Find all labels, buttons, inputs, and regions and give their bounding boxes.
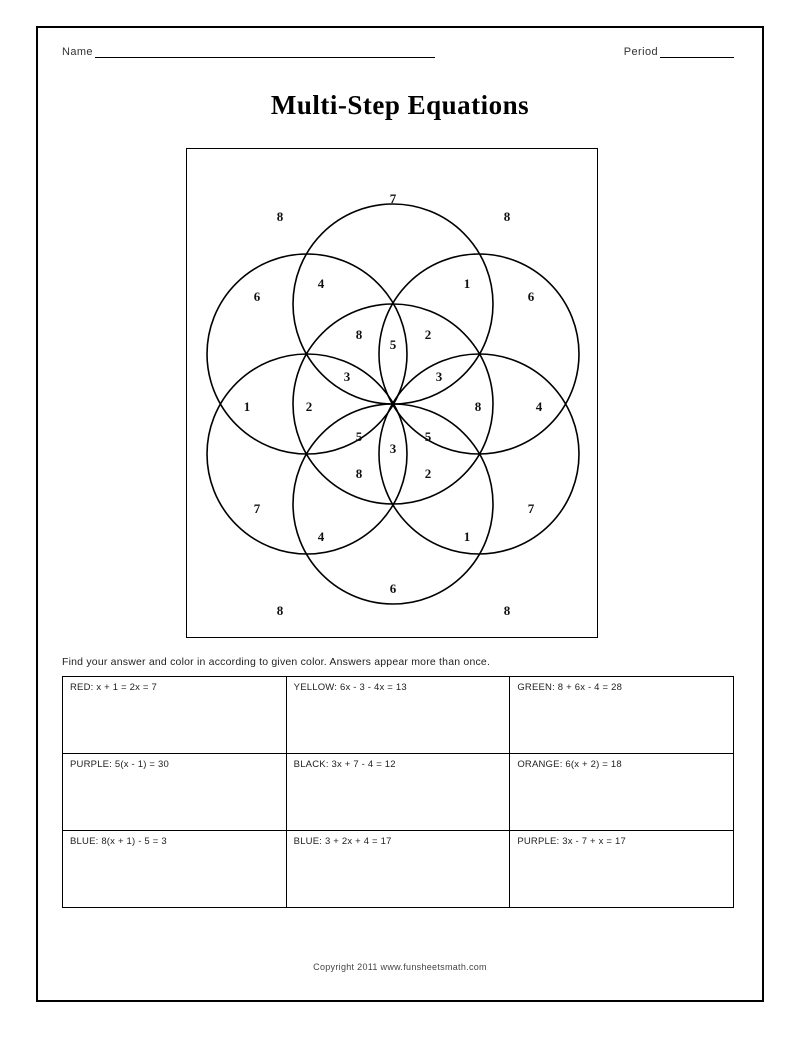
name-label: Name (62, 46, 93, 58)
answer-cell[interactable]: ORANGE: 6(x + 2) = 18 (510, 754, 734, 831)
figure-number: 8 (276, 209, 284, 224)
answer-cell[interactable]: BLUE: 3 + 2x + 4 = 17 (286, 831, 510, 908)
figure-number: 1 (463, 529, 471, 544)
period-label: Period (623, 46, 658, 58)
figure-number: 7 (253, 501, 261, 516)
header-row (38, 46, 762, 70)
figure-number: 4 (317, 529, 325, 544)
answer-color-label: BLUE (293, 836, 320, 847)
rosette-circles-diagram (187, 149, 599, 639)
figure-number: 7 (527, 501, 535, 516)
answer-color-label: PURPLE (70, 759, 110, 770)
figure-number: 2 (424, 466, 432, 481)
answer-equation: 6(x + 2) = 18 (565, 759, 622, 770)
figure-number: 8 (503, 209, 511, 224)
answer-equation: 3x - 7 + x = 17 (562, 836, 626, 847)
answer-color-label: GREEN (517, 682, 553, 693)
answer-equation: 3x + 7 - 4 = 12 (331, 759, 396, 770)
figure-number: 6 (253, 289, 261, 304)
figure-number: 2 (305, 399, 313, 414)
figure-number: 8 (503, 603, 511, 618)
table-row (63, 754, 734, 831)
answer-equation: 3 + 2x + 4 = 17 (324, 836, 392, 847)
answer-color-label: YELLOW (293, 682, 335, 693)
table-row (63, 677, 734, 754)
copyright-footer: Copyright 2011 www.funsheetsmath.com (313, 962, 487, 972)
answer-equation: 8 + 6x - 4 = 28 (557, 682, 623, 693)
figure-number: 5 (389, 337, 397, 352)
answer-equation: 8(x + 1) - 5 = 3 (101, 836, 167, 847)
figure-number: 2 (424, 327, 432, 342)
figure-number: 4 (535, 399, 543, 414)
figure-number: 7 (389, 191, 397, 206)
figure-number: 4 (317, 276, 325, 291)
answer-equation: 6x - 3 - 4x = 13 (339, 682, 407, 693)
figure-number: 5 (355, 429, 363, 444)
answer-color-label: PURPLE (517, 836, 557, 847)
figure-number: 8 (355, 327, 363, 342)
figure-number: 8 (276, 603, 284, 618)
figure-number: 1 (463, 276, 471, 291)
figure-number: 8 (474, 399, 482, 414)
coloring-figure (186, 148, 598, 638)
figure-number: 3 (435, 369, 443, 384)
period-input-line[interactable] (660, 46, 734, 58)
answer-color-label: ORANGE (517, 759, 560, 770)
worksheet-page (36, 26, 764, 1002)
answer-color-label: BLACK (293, 759, 326, 770)
figure-number: 3 (389, 441, 397, 456)
table-row (63, 831, 734, 908)
answer-cell[interactable]: PURPLE: 3x - 7 + x = 17 (510, 831, 734, 908)
answer-cell[interactable]: RED: x + 1 = 2x = 7 (63, 677, 287, 754)
figure-number: 3 (343, 369, 351, 384)
figure-number: 1 (243, 399, 251, 414)
answer-equation: x + 1 = 2x = 7 (96, 682, 157, 693)
answer-cell[interactable]: YELLOW: 6x - 3 - 4x = 13 (286, 677, 510, 754)
name-field-group (62, 46, 435, 58)
answer-cell[interactable]: PURPLE: 5(x - 1) = 30 (63, 754, 287, 831)
answer-cell[interactable]: GREEN: 8 + 6x - 4 = 28 (510, 677, 734, 754)
answer-key-table (62, 676, 734, 908)
answer-color-label: BLUE (70, 836, 96, 847)
answer-color-label: RED (70, 682, 91, 693)
period-field-group (624, 46, 734, 58)
answer-equation: 5(x - 1) = 30 (114, 759, 169, 770)
figure-number: 6 (527, 289, 535, 304)
name-input-line[interactable] (95, 46, 435, 58)
answer-cell[interactable]: BLACK: 3x + 7 - 4 = 12 (286, 754, 510, 831)
instructions-text: Find your answer and color in according to given color. Answers appear more than once. (62, 656, 491, 668)
answer-cell[interactable]: BLUE: 8(x + 1) - 5 = 3 (63, 831, 287, 908)
figure-number: 5 (424, 429, 432, 444)
figure-number: 8 (355, 466, 363, 481)
figure-number: 6 (389, 581, 397, 596)
page-title: Multi-Step Equations (270, 90, 530, 120)
